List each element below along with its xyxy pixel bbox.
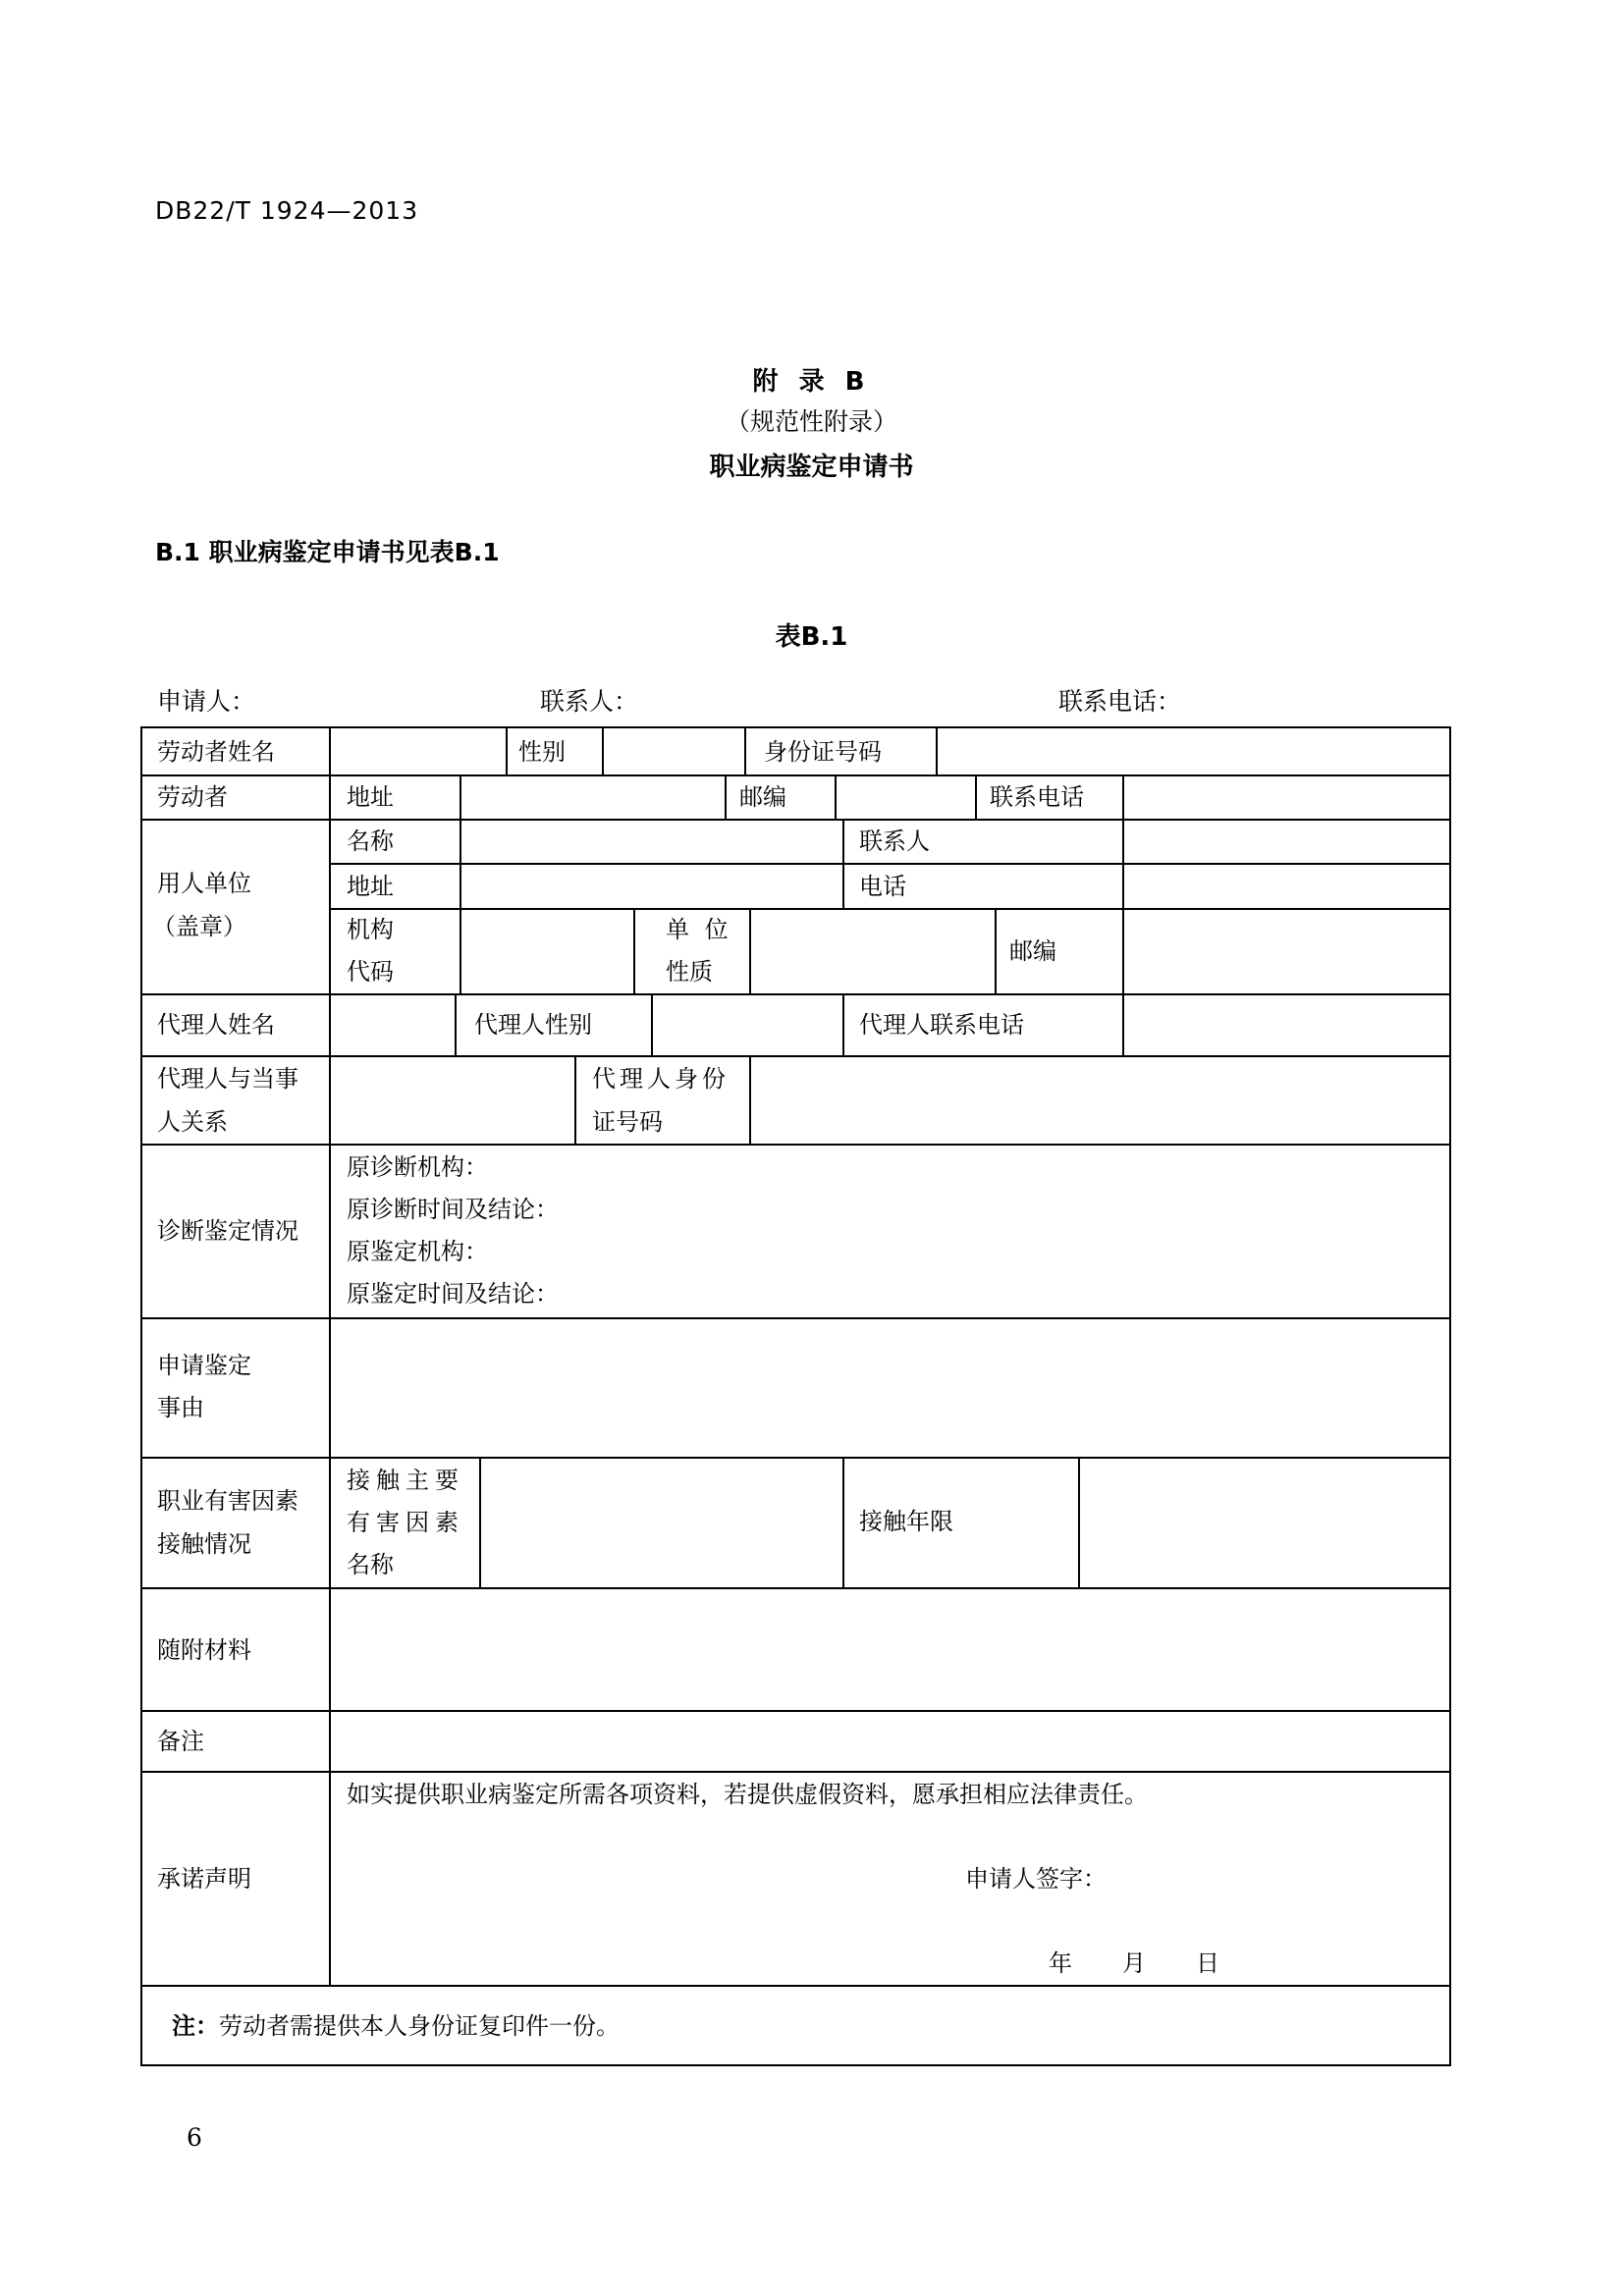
- col-divider: [749, 1055, 751, 1144]
- note-text: 劳动者需提供本人身份证复印件一份。: [219, 2012, 620, 2040]
- col-divider: [506, 728, 508, 774]
- hazard-name-label-1: 接触主要: [347, 1467, 464, 1494]
- col-divider: [842, 993, 844, 1055]
- org-code-label-2: 代码: [347, 958, 394, 986]
- agent-relation-label-2: 人关系: [157, 1108, 228, 1136]
- worker-phone-label: 联系电话: [990, 783, 1084, 811]
- col-divider: [842, 1457, 844, 1587]
- col-divider: [460, 819, 461, 993]
- col-divider: [1122, 819, 1124, 993]
- col-divider: [329, 1144, 331, 1985]
- col-divider: [1122, 993, 1124, 1055]
- original-diagnosis-time: 原诊断时间及结论：: [347, 1196, 559, 1223]
- agent-id-label-1: 代理人身份: [592, 1065, 730, 1093]
- row-divider: [142, 1710, 1449, 1712]
- employer-contact-label: 联系人: [859, 828, 930, 855]
- worker-name-label: 劳动者姓名: [157, 738, 275, 766]
- col-divider: [329, 774, 331, 819]
- row-divider: [142, 774, 1449, 776]
- date-year-label: 年: [1049, 1949, 1072, 1977]
- reason-label-2: 事由: [157, 1394, 204, 1421]
- col-divider: [936, 728, 938, 774]
- employer-postcode-label: 邮编: [1009, 937, 1056, 965]
- row-divider: [142, 1985, 1449, 1987]
- employer-label: 用人单位: [157, 870, 251, 897]
- agent-phone-label: 代理人联系电话: [859, 1011, 1024, 1039]
- exposure-years-label: 接触年限: [859, 1508, 953, 1535]
- org-code-label-1: 机构: [347, 916, 394, 943]
- original-diagnosis-org: 原诊断机构：: [347, 1153, 488, 1181]
- declaration-label: 承诺声明: [157, 1865, 251, 1893]
- row-divider: [142, 1055, 1449, 1057]
- col-divider: [455, 993, 457, 1055]
- appraisal-application-form: [140, 726, 1451, 2066]
- employer-phone-label: 电话: [859, 873, 906, 900]
- col-divider: [995, 908, 997, 993]
- row-divider: [142, 819, 1449, 821]
- appendix-title: 附 录 B: [752, 367, 871, 397]
- original-appraisal-time: 原鉴定时间及结论：: [347, 1280, 559, 1308]
- row-divider: [142, 1317, 1449, 1319]
- worker-address-label: 地址: [347, 783, 394, 811]
- table-caption: 表B.1: [775, 622, 848, 652]
- col-divider: [460, 774, 461, 819]
- hazard-label-2: 接触情况: [157, 1530, 251, 1558]
- hazard-name-label-3: 名称: [347, 1551, 394, 1578]
- col-divider: [329, 728, 331, 774]
- col-divider: [651, 993, 653, 1055]
- unit-nature-label-2: 性质: [666, 958, 713, 986]
- row-divider: [142, 1457, 1449, 1459]
- worker-postcode-label: 邮编: [739, 783, 786, 811]
- col-divider: [744, 728, 746, 774]
- agent-gender-label: 代理人性别: [474, 1011, 592, 1039]
- col-divider: [1078, 1457, 1080, 1587]
- col-divider: [842, 819, 844, 908]
- appendix-name: 职业病鉴定申请书: [709, 453, 914, 482]
- agent-relation-label-1: 代理人与当事: [157, 1065, 298, 1093]
- reason-label-1: 申请鉴定: [157, 1352, 251, 1379]
- appendix-subtitle: （规范性附录）: [725, 407, 897, 436]
- col-divider: [329, 993, 331, 1055]
- document-code: DB22/T 1924—2013: [155, 196, 419, 225]
- worker-label: 劳动者: [157, 783, 228, 811]
- agent-name-label: 代理人姓名: [157, 1011, 275, 1039]
- col-divider: [749, 908, 751, 993]
- col-divider: [574, 1055, 576, 1144]
- gender-label: 性别: [518, 738, 566, 766]
- col-divider: [329, 819, 331, 993]
- employer-address-label: 地址: [347, 873, 394, 900]
- original-appraisal-org: 原鉴定机构：: [347, 1238, 488, 1265]
- row-divider: [142, 993, 1449, 995]
- row-divider: [329, 908, 1449, 910]
- id-number-label: 身份证号码: [764, 738, 882, 766]
- col-divider: [975, 774, 977, 819]
- unit-nature-label-1: 单 位: [666, 916, 732, 943]
- attachments-label: 随附材料: [157, 1636, 251, 1664]
- header-phone-label: 联系电话：: [1058, 687, 1182, 716]
- date-month-label: 月: [1122, 1949, 1146, 1977]
- section-heading: B.1 职业病鉴定申请书见表B.1: [155, 538, 500, 566]
- page-number: 6: [187, 2123, 202, 2152]
- diagnosis-status-label: 诊断鉴定情况: [157, 1217, 298, 1245]
- signature-label: 申请人签字：: [965, 1865, 1107, 1893]
- col-divider: [835, 774, 837, 819]
- header-contact-label: 联系人：: [540, 687, 639, 716]
- hazard-name-label-2: 有害因素: [347, 1509, 464, 1536]
- declaration-text: 如实提供职业病鉴定所需各项资料，若提供虚假资料，愿承担相应法律责任。: [347, 1781, 1148, 1808]
- col-divider: [633, 908, 635, 993]
- col-divider: [725, 774, 727, 819]
- note-label: 注：: [172, 2011, 219, 2040]
- agent-id-label-2: 证号码: [592, 1108, 663, 1136]
- col-divider: [479, 1457, 481, 1587]
- note: [172, 2004, 620, 2048]
- col-divider: [329, 1055, 331, 1144]
- row-divider: [142, 1144, 1449, 1146]
- date-day-label: 日: [1196, 1949, 1219, 1977]
- remarks-label: 备注: [157, 1728, 204, 1755]
- hazard-label-1: 职业有害因素: [157, 1487, 298, 1515]
- employer-seal-label: （盖章）: [152, 913, 246, 940]
- row-divider: [142, 1587, 1449, 1589]
- header-applicant-label: 申请人：: [157, 687, 256, 716]
- employer-name-label: 名称: [347, 828, 394, 855]
- col-divider: [602, 728, 604, 774]
- col-divider: [1122, 774, 1124, 819]
